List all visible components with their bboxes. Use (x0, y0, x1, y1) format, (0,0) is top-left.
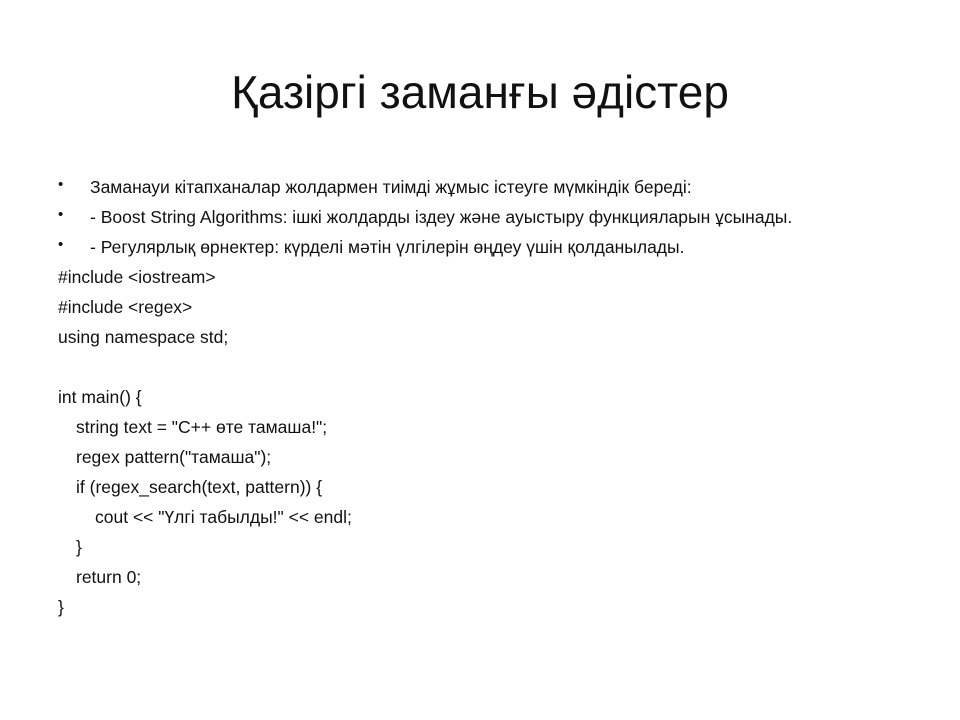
bullet-item (58, 232, 918, 262)
code-line: cout << "Үлгі табылды!" << endl; (95, 507, 352, 527)
bullet-icon: • (58, 206, 64, 223)
code-block (58, 262, 918, 622)
code-line: using namespace std; (58, 327, 229, 347)
bullet-text: - Boost String Algorithms: ішкі жолдарды іздеу және ауыстыру функцияларын ұсынады. (90, 207, 793, 227)
bullet-text: Заманауи кітапханалар жолдармен тиімді жұмыс істеуге мүмкіндік береді: (90, 177, 692, 197)
slide-body (58, 172, 918, 622)
code-line: #include <iostream> (58, 267, 216, 287)
code-line: return 0; (76, 567, 142, 587)
code-line: if (regex_search(text, pattern)) { (76, 477, 323, 497)
code-line: #include <regex> (58, 297, 193, 317)
code-line: } (76, 537, 82, 557)
bullet-text: - Регулярлық өрнектер: күрделі мәтін үлгілерін өңдеу үшін қолданылады. (90, 237, 685, 257)
bullet-list (58, 172, 918, 262)
code-line: } (58, 597, 64, 617)
code-line: regex pattern("тамаша"); (76, 447, 272, 467)
bullet-icon: • (58, 236, 64, 253)
bullet-icon: • (58, 176, 64, 193)
code-line: string text = "C++ өте тамаша!"; (76, 417, 328, 437)
bullet-item (58, 172, 918, 202)
code-line: int main() { (58, 387, 142, 407)
bullet-item (58, 202, 918, 232)
code-line-blank (58, 352, 918, 382)
slide-title: Қазіргі заманғы әдістер (231, 66, 729, 118)
